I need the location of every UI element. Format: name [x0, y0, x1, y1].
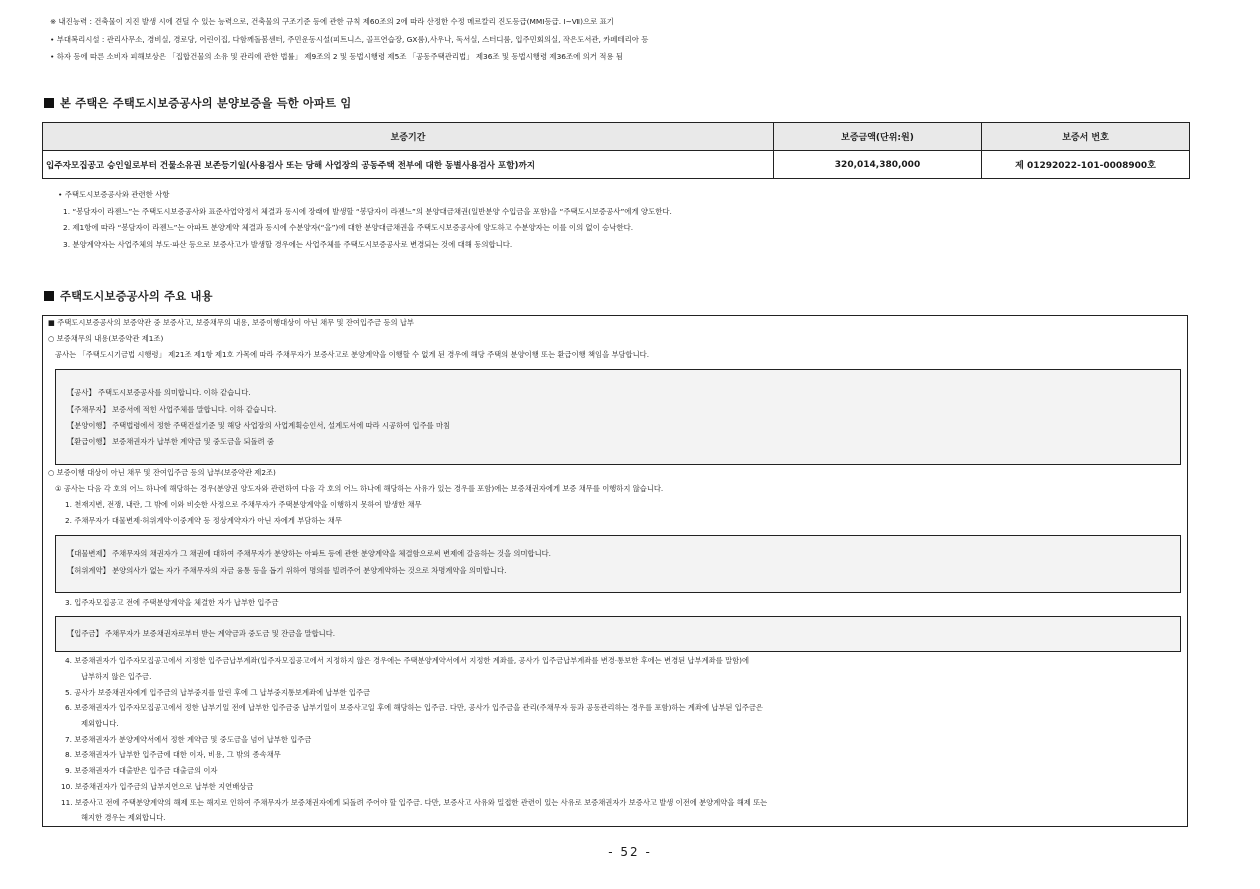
box-line: 1. 천재지변, 전쟁, 내란, 그 밖에 이와 비슷한 사정으로 주채무자가 주택분양계약을 이행하지 못하여 발생한 채무 [65, 500, 422, 509]
box-intro-line: ■ 주택도시보증공사의 보증약관 중 보증사고, 보증채무의 내용, 보증이행대상이 아닌 채무 및 잔여입주금 등의 납부 [48, 318, 414, 327]
box-line: 7. 보증채권자가 분양계약서에서 정한 계약금 및 중도금을 넘어 납부한 입주금 [65, 735, 312, 744]
definition-line: 【공사】 주택도시보증공사를 의미합니다. 이하 같습니다. [67, 388, 251, 397]
cell-amount: 320,014,380,000 [774, 151, 982, 179]
square-bullet-icon [44, 98, 54, 108]
header-certificate: 보증서 번호 [982, 123, 1190, 151]
box-line: 10. 보증채권자가 입주금의 납부지연으로 납부한 지연배상금 [61, 782, 254, 791]
top-notes [50, 16, 1230, 69]
hug-terms-box [42, 315, 1188, 827]
definition-line: 【입주금】 주채무자가 보증채권자로부터 받는 계약금과 중도금 및 잔금을 말합니다. [67, 629, 336, 638]
note-seismic: ※ 내진능력 : 건축물이 지진 발생 시에 견딜 수 있는 능력으로, 건축물의 구조기준 등에 관한 규칙 제60조의 2에 따라 산정한 수정 메르칼리 진도등급(MMI등급. Ⅰ~Ⅶ)으로 표기 [50, 17, 614, 26]
box-line: 납부하지 않은 입주금. [81, 672, 152, 681]
cell-period: 입주자모집공고 승인일로부터 건물소유권 보존등기일(사용검사 또는 당해 사업장의 공동주택 전부에 대한 동별사용검사 포함)까지 [43, 151, 774, 179]
definition-box [55, 535, 1181, 593]
definition-box [55, 369, 1181, 465]
box-line: 9. 보증채권자가 대출받은 입주금 대출금의 이자 [65, 766, 218, 775]
list-item: 1. “봉담자이 라젠느”는 주택도시보증공사와 표준사업약정서 체결과 동시에 장래에 발생할 “봉담자이 라젠느”의 분양대금채권(일반분양 수입금을 포함)을 “주택도시보증공사”에게 양도한다. [63, 206, 672, 216]
box-line: 4. 보증채권자가 입주자모집공고에서 지정한 입주금납부계좌(입주자모집공고에서 지정하지 않은 경우에는 주택분양계약서에서 지정한 계좌를, 공사가 입주금납부계좌를 변경·통보한 후에는 변경된 납부계좌를 말함)에 [65, 656, 750, 665]
section-heading-guarantee: 본 주택은 주택도시보증공사의 분양보증을 득한 아파트 임 [44, 95, 352, 111]
header-period: 보증기간 [43, 123, 774, 151]
definition-line: 【대물변제】 주채무자의 채권자가 그 채권에 대하여 주채무자가 분양하는 아파트 등에 관한 분양계약을 체결함으로써 변제에 갈음하는 것을 의미합니다. [67, 549, 551, 558]
box-intro-line: ○ 보증채무의 내용(보증약관 제1조) [48, 334, 164, 343]
hug-related-notes [58, 189, 1208, 255]
definition-line: 【주채무자】 보증서에 적힌 사업주체를 말합니다. 이하 같습니다. [67, 405, 277, 414]
definition-box [55, 616, 1181, 652]
box-line: 제외합니다. [81, 719, 119, 728]
guarantee-table [42, 122, 1190, 179]
square-bullet-icon [44, 291, 54, 301]
box-line: 6. 보증채권자가 입주자모집공고에서 정한 납부기일 전에 납부한 입주금중 납부기일이 보증사고일 후에 해당하는 입주금. 다만, 공사가 입주금을 관리(주채무자 등과 공동관리하는 경우를 포함)하는 계좌에 납부된 입주금은 [65, 703, 763, 712]
table-row [43, 151, 1190, 179]
box-intro-line: 공사는 「주택도시기금법 시행령」 제21조 제1항 제1호 가목에 따라 주채무자가 보증사고로 분양계약을 이행할 수 없게 된 경우에 해당 주택의 분양이행 또는 환급이행 책임을 부담합니다. [55, 350, 650, 359]
list-item: 3. 분양계약자는 사업주체의 부도·파산 등으로 보증사고가 발생할 경우에는 사업주체를 주택도시보증공사로 변경되는 것에 대해 동의합니다. [63, 239, 513, 249]
cell-certificate: 제 01292022-101-0008900호 [982, 151, 1190, 179]
definition-line: 【허위계약】 분양의사가 없는 자가 주채무자의 자금 융통 등을 돕기 위하여 명의를 빌려주어 분양계약하는 것으로 차명계약을 의미합니다. [67, 566, 507, 575]
box-line: 8. 보증채권자가 납부한 입주금에 대한 이자, 비용, 그 밖의 종속채무 [65, 750, 281, 759]
box-line: ○ 보증이행 대상이 아닌 채무 및 잔여입주금 등의 납부(보증약관 제2조) [48, 468, 276, 477]
box-line: 2. 주채무자가 대물변제·허위계약·이중계약 등 정상계약자가 아닌 자에게 부담하는 채무 [65, 516, 342, 525]
table-header-row [43, 123, 1190, 151]
list-item: • 주택도시보증공사와 관련한 사항 [58, 190, 170, 199]
section-heading-hug: 주택도시보증공사의 주요 내용 [44, 288, 213, 304]
box-line: ① 공사는 다음 각 호의 어느 하나에 해당하는 경우(분양권 양도자와 관련하여 다음 각 호의 어느 하나에 해당하는 사유가 있는 경우를 포함)에는 보증채권자에게 보증 채무를 이행하지 않습니다. [55, 484, 664, 493]
box-line: 3. 입주자모집공고 전에 주택분양계약을 체결한 자가 납부한 입주금 [65, 598, 279, 607]
list-item: 2. 제1항에 따라 “봉담자이 라젠느”는 아파트 분양계약 체결과 동시에 수분양자(“을”)에 대한 분양대금채권을 주택도시보증공사에 양도하고 수분양자는 이를 이의 없이 승낙한다. [63, 223, 634, 232]
box-line: 5. 공사가 보증채권자에게 입주금의 납부중지를 알린 후에 그 납부중지통보계좌에 납부한 입주금 [65, 688, 371, 697]
page-number: - 52 - [608, 845, 652, 859]
note-defect: • 하자 등에 따른 소비자 피해보상은 「집합건물의 소유 및 관리에 관한 법률」 제9조의 2 및 동법시행령 제5조 「공동주택관리법」 제36조 및 동법시행령 제36조에 의거 적용 됨 [50, 52, 624, 61]
definition-line: 【환급이행】 보증채권자가 납부한 계약금 및 중도금을 되돌려 줌 [67, 437, 275, 446]
box-line: 해지한 경우는 제외합니다. [81, 813, 166, 822]
box-line: 11. 보증사고 전에 주택분양계약의 해제 또는 해지로 인하여 주채무자가 보증채권자에게 되돌려 주어야 할 입주금. 다만, 보증사고 사유와 밀접한 관련이 있는 사유로 보증채권자가 보증사고 발생 이전에 분양계약을 해제 또는 [61, 798, 768, 807]
header-amount: 보증금액(단위:원) [774, 123, 982, 151]
definition-line: 【분양이행】 주택법령에서 정한 주택건설기준 및 해당 사업장의 사업계획승인서, 설계도서에 따라 시공하여 입주를 마침 [67, 421, 451, 430]
note-facilities: • 부대복리시설 : 관리사무소, 경비실, 경로당, 어린이집, 다함께돌봄센터, 주민운동시설(피트니스, 골프연습장, GX룸),사우나, 독서실, 스터디룸, 입주민회의실, 작은도서관, 카페테리아 등 [50, 34, 649, 44]
